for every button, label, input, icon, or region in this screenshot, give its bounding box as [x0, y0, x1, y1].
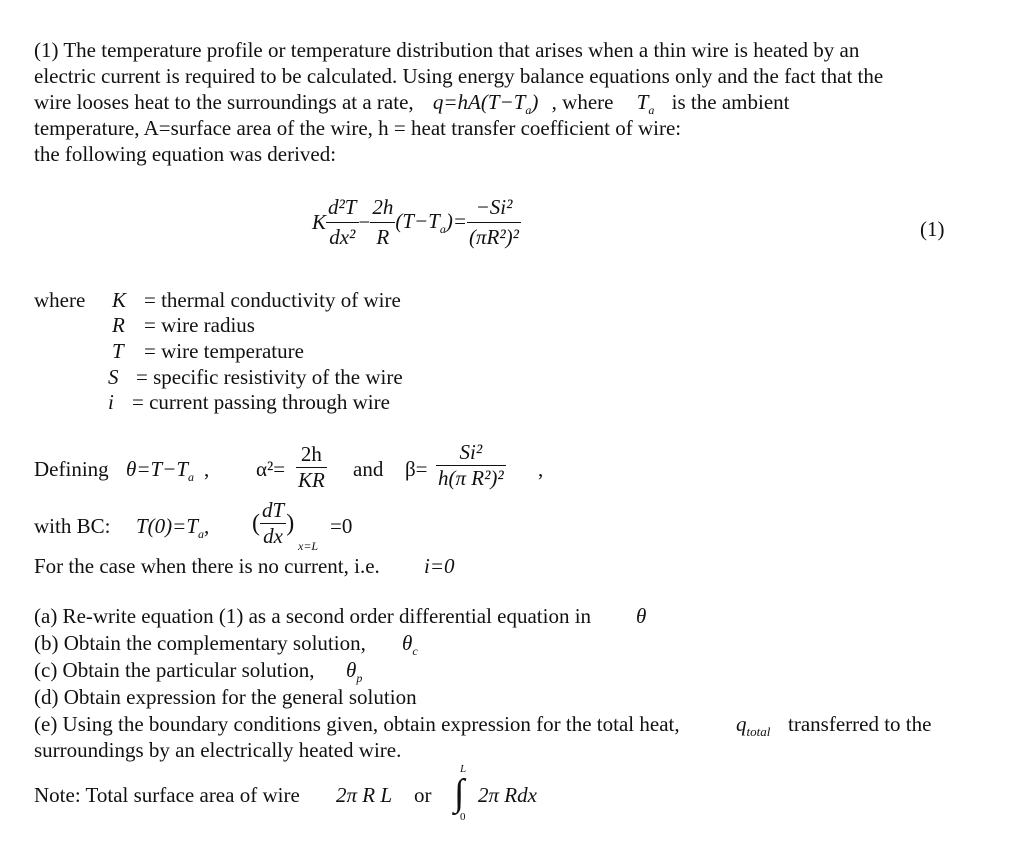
def-text-K: = thermal conductivity of wire [144, 288, 401, 312]
question-e-tail: transferred to the [788, 712, 932, 736]
beta-den: h(π R²)² [438, 466, 504, 490]
defining-end-comma: , [538, 457, 544, 481]
ambient-T: T [636, 90, 649, 114]
intro-ambient-text: is the ambient [671, 90, 790, 114]
eq1-2h-frac [370, 195, 395, 250]
theta-comma: , [204, 457, 210, 481]
no-current-eq: i=0 [424, 554, 455, 578]
eq1-minus: − [358, 210, 371, 234]
equation-number: (1) [920, 217, 945, 241]
theta-definition [126, 459, 209, 483]
beta-fraction [436, 442, 506, 489]
eq1-K: K [312, 210, 327, 234]
question-e-line-2: surroundings by an electrically heated wire. [34, 738, 402, 762]
bc-dx: dx [263, 524, 283, 548]
no-current-text: For the case when there is no current, i.e. [34, 554, 380, 578]
defining-label: Defining [34, 457, 109, 481]
eq1-dx2: dx² [329, 225, 356, 249]
bc-dT-dx [260, 500, 286, 547]
note-area-expr: 2π R L [336, 783, 393, 807]
bc-dT: dT [262, 498, 285, 522]
eq1-R: R [376, 225, 390, 249]
def-symbol-S: S [108, 365, 119, 389]
heat-loss-eq-close: ) [531, 90, 539, 114]
theta-c: θ [402, 631, 413, 655]
where-label: where [34, 288, 86, 312]
eq1-paren [395, 208, 468, 236]
alpha-fraction [296, 444, 327, 491]
ambient-T-sub: a [648, 103, 655, 117]
eq1-paren-main: (T−T [395, 208, 440, 233]
theta-main: θ=T−T [126, 457, 189, 481]
question-b: (b) Obtain the complementary solution, [34, 631, 366, 655]
intro-line-2: electric current is required to be calculated. Using energy balance equations only and the fact that the [34, 64, 884, 88]
def-symbol-i: i [108, 390, 114, 414]
beta-frac [436, 442, 506, 489]
eq1-rhs-num: −Si² [467, 195, 521, 223]
intro-line-1: (1) The temperature profile or temperature distribution that arises when a thin wire is heated by an [34, 38, 860, 62]
theta-p-sub: p [356, 671, 363, 685]
bc-t0-comma: , [204, 514, 210, 538]
def-text-i: = current passing through wire [132, 390, 390, 414]
question-a-theta: θ [636, 604, 647, 628]
bc-at-xL: x=L [298, 539, 319, 553]
def-text-S: = specific resistivity of the wire [136, 365, 403, 389]
eq1-paren-sub: a [439, 221, 446, 236]
eq1-rhs-den: (πR²)² [469, 225, 519, 249]
question-e: (e) Using the boundary conditions given, obtain expression for the total heat, [34, 712, 680, 736]
note-text: Note: Total surface area of wire [34, 783, 300, 807]
heat-loss-eq-main: q=hA(T−T [432, 90, 526, 114]
equation-1 [312, 195, 521, 250]
alpha-label: α²= [256, 457, 286, 481]
intro-line-3-text: wire looses heat to the surroundings at a rate, [34, 90, 414, 114]
def-symbol-K: K [112, 288, 127, 312]
eq1-2h: 2h [370, 195, 395, 223]
intro-where: , where [551, 90, 614, 114]
intro-line-3 [34, 92, 789, 116]
intro-line-4: temperature, A=surface area of the wire, h = heat transfer coefficient of wire: [34, 116, 682, 140]
bc-t0 [136, 516, 209, 540]
ambient-temp-symbol [636, 90, 655, 117]
bc-eq0: =0 [330, 514, 353, 538]
bc-label: with BC: [34, 514, 111, 538]
bc-derivative: ( $\frac{dT}{dx}$ ) [252, 498, 295, 548]
bc-t0-main: T(0)=T [136, 514, 199, 538]
def-text-R: = wire radius [144, 313, 255, 337]
def-symbol-R: R [112, 313, 125, 337]
q-total [736, 714, 770, 738]
alpha-num: 2h [296, 444, 327, 468]
question-c: (c) Obtain the particular solution, [34, 658, 315, 682]
beta-num: Si² [436, 442, 506, 466]
and-word: and [353, 457, 384, 481]
heat-loss-eq-sub: a [525, 103, 532, 117]
q-symbol: q [736, 712, 747, 736]
def-text-T: = wire temperature [144, 339, 304, 363]
question-d: (d) Obtain expression for the general solution [34, 685, 417, 709]
theta-c-sub: c [412, 644, 418, 658]
beta-label: β= [405, 457, 428, 481]
integral-lower-limit: 0 [460, 811, 466, 823]
bc-t0-sub: a [198, 527, 205, 541]
integrand: 2π Rdx [478, 783, 537, 807]
eq1-rhs-frac [467, 195, 521, 250]
q-total-sub: total [746, 724, 771, 739]
integral-sign: ∫ [454, 772, 465, 814]
alpha-frac [296, 444, 327, 491]
question-a: (a) Re-write equation (1) as a second order differential equation in [34, 604, 592, 628]
theta-sub: a [188, 470, 195, 484]
theta-p: θ [346, 658, 357, 682]
intro-line-5: the following equation was derived: [34, 142, 337, 166]
question-b-theta [402, 633, 418, 657]
integral-upper-limit: L [460, 763, 467, 775]
eq1-paren-close: )= [445, 208, 468, 233]
eq1-d2T-frac [326, 195, 358, 250]
question-c-theta [346, 660, 362, 684]
eq1-d2T: d²T [326, 195, 358, 223]
def-symbol-T: T [112, 339, 124, 363]
alpha-den: KR [298, 468, 325, 492]
heat-loss-equation [432, 90, 539, 117]
note-or: or [414, 783, 432, 807]
